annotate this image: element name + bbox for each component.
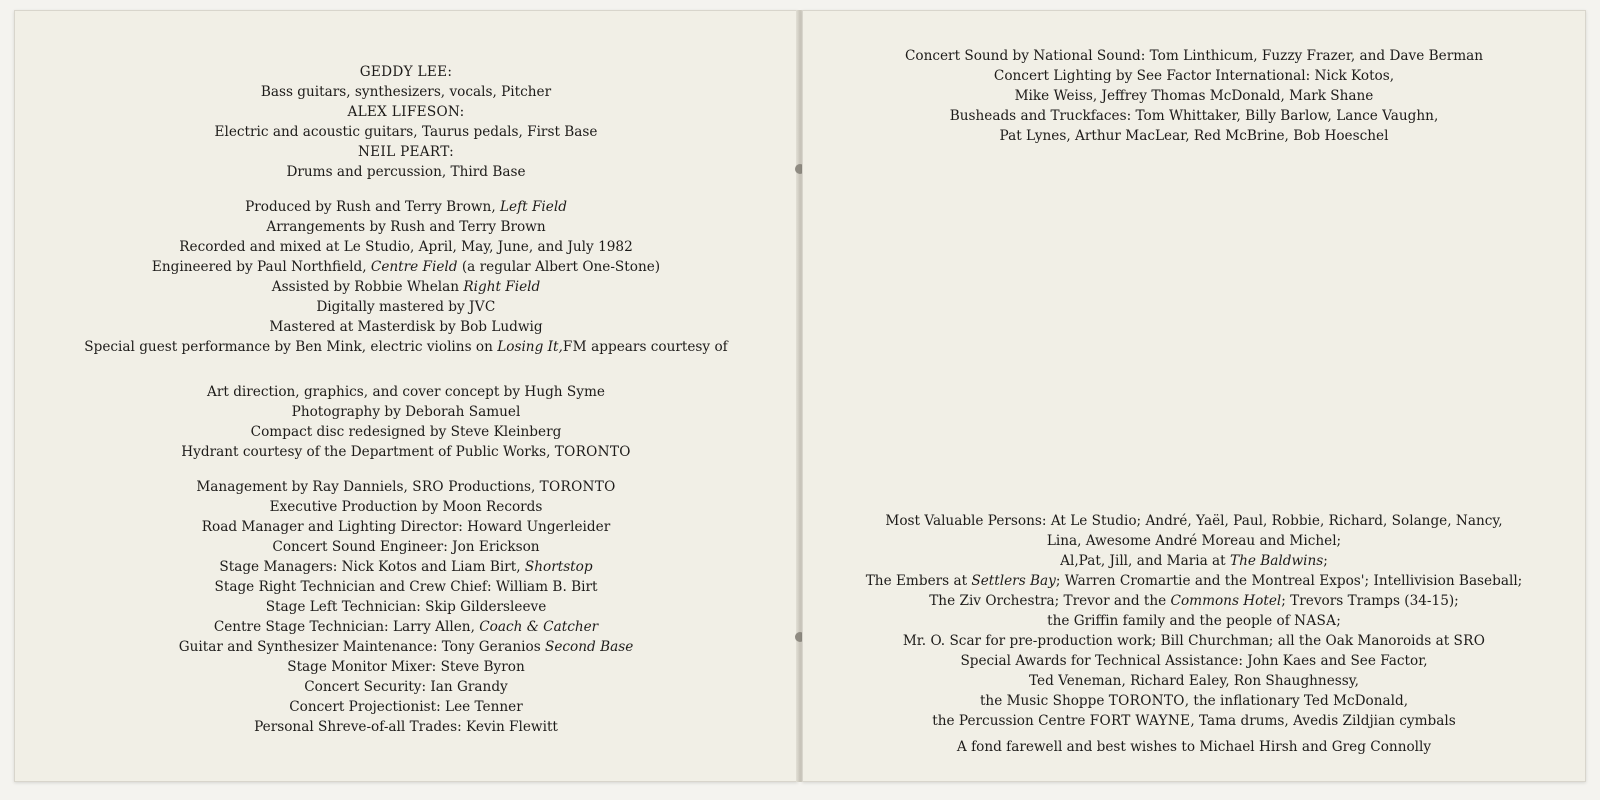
credit-smallcaps: TORONTO <box>539 479 616 495</box>
credit-smallcaps: TORONTO <box>554 444 631 460</box>
thanks-line <box>802 551 1586 571</box>
member-role: Electric and acoustic guitars, Taurus pedals, First Base <box>214 124 598 140</box>
band-line <box>14 162 798 182</box>
management-line <box>14 517 798 537</box>
credit-text: Engineered by Paul Northfield, <box>151 259 371 275</box>
credit-text: Produced by Rush and Terry Brown, <box>245 199 500 215</box>
left-page <box>14 10 798 782</box>
management-line <box>14 717 798 737</box>
credit-text: Mastered at Masterdisk by Bob Ludwig <box>269 319 543 335</box>
management-line <box>14 677 798 697</box>
production-line <box>14 277 798 297</box>
credit-text: Personal Shreve-of-all Trades: Kevin Flewitt <box>254 719 558 735</box>
crew-line <box>802 106 1586 126</box>
production-line <box>14 297 798 317</box>
credit-text: the Griffin family and the people of <box>1047 613 1295 629</box>
credit-text: Special guest performance by Ben Mink, electric violins on <box>84 339 498 355</box>
credit-text: Assisted by Robbie Whelan <box>271 279 464 295</box>
credit-smallcaps: NASA <box>1294 613 1337 629</box>
member-name: GEDDY LEE: <box>359 64 453 80</box>
credit-text: Concert Lighting by See Factor International: Nick Kotos, <box>993 68 1395 84</box>
band-line <box>14 62 798 82</box>
credit-italic: Losing It, <box>497 339 563 355</box>
management-line <box>14 477 798 497</box>
credit-text: Concert Sound Engineer: Jon Erickson <box>272 539 540 555</box>
farewell-line: A fond farewell and best wishes to Michael Hirsh and Greg Connolly <box>956 739 1432 755</box>
production-line <box>14 317 798 337</box>
credit-text: ; <box>1336 613 1341 629</box>
credit-text: ; Trevors Tramps (34-15); <box>1281 593 1459 609</box>
tour-crew-credits <box>802 46 1586 146</box>
credit-italic: Shortstop <box>524 559 593 575</box>
band-line <box>14 142 798 162</box>
member-name: ALEX LIFESON: <box>347 104 465 120</box>
band-line <box>14 102 798 122</box>
production-line <box>14 217 798 237</box>
credit-italic: The Baldwins <box>1229 553 1324 569</box>
credit-text: Road Manager and Lighting Director: Howard Ungerleider <box>201 519 611 535</box>
thanks-line <box>802 671 1586 691</box>
credit-smallcaps: JVC <box>469 299 496 315</box>
credit-text: Arrangements by Rush and Terry Brown <box>266 219 546 235</box>
crew-line <box>802 86 1586 106</box>
credit-text: Concert Security: Ian Grandy <box>304 679 508 695</box>
credit-italic: Commons Hotel <box>1170 593 1282 609</box>
thanks-line <box>802 531 1586 551</box>
credit-text: Photography by Deborah Samuel <box>291 404 521 420</box>
art-line <box>14 382 798 402</box>
credit-text: Busheads and Truckfaces: Tom Whittaker, Billy Barlow, Lance Vaughn, <box>949 108 1439 124</box>
crew-line <box>802 66 1586 86</box>
credit-text: the Music Shoppe <box>979 693 1109 709</box>
credit-text: Recorded and mixed at Le Studio, April, May, June, and July 1982 <box>179 239 633 255</box>
art-line <box>14 422 798 442</box>
credit-italic: Second Base <box>545 639 634 655</box>
credit-text: Concert Projectionist: Lee Tenner <box>289 699 523 715</box>
credit-text: Stage Managers: Nick Kotos and Liam Birt, <box>219 559 525 575</box>
art-line <box>14 402 798 422</box>
credit-text: The Embers at <box>865 573 972 589</box>
credit-smallcaps: SRO <box>1453 633 1486 649</box>
credit-text: Digitally mastered by <box>316 299 469 315</box>
credit-text: ; <box>1323 553 1328 569</box>
art-line <box>14 442 798 462</box>
management-line <box>14 597 798 617</box>
crew-line <box>802 126 1586 146</box>
production-line <box>14 337 798 357</box>
thanks-line <box>802 711 1586 731</box>
credit-italic: Settlers Bay <box>971 573 1056 589</box>
credit-smallcaps: FORT WAYNE <box>1089 713 1191 729</box>
credit-text: Compact disc redesigned by Steve Kleinberg <box>250 424 562 440</box>
band-line <box>14 122 798 142</box>
band-line <box>14 82 798 102</box>
right-page <box>802 10 1586 782</box>
credit-text: (a regular Albert One-Stone) <box>457 259 661 275</box>
member-name: NEIL PEART: <box>357 144 455 160</box>
credit-text: the Percussion Centre <box>932 713 1090 729</box>
credit-text: Special Awards for Technical Assistance: John Kaes and See Factor, <box>960 653 1428 669</box>
thanks-line <box>802 591 1586 611</box>
management-line <box>14 537 798 557</box>
credit-text: Mr. O. Scar for pre-production work; Bill Churchman; all the Oak Manoroids at <box>902 633 1454 649</box>
thanks-line <box>802 571 1586 591</box>
credit-text: ; Warren Cromartie and the Montreal Expos'; Intellivision Baseball; <box>1055 573 1523 589</box>
credit-text: Centre Stage Technician: Larry Allen, <box>213 619 480 635</box>
production-credits <box>14 197 798 357</box>
credit-text: Stage Left Technician: Skip Gildersleeve <box>265 599 547 615</box>
credit-text: Hydrant courtesy of the Department of Public Works, <box>181 444 555 460</box>
credit-text: The Ziv Orchestra; Trevor and the <box>929 593 1171 609</box>
credit-text: Stage Right Technician and Crew Chief: William B. Birt <box>214 579 598 595</box>
credit-text: Ted Veneman, Richard Ealey, Ron Shaughnessy, <box>1029 673 1359 689</box>
thanks-line <box>802 611 1586 631</box>
credit-text: appears courtesy of <box>586 339 728 355</box>
management-line <box>14 637 798 657</box>
management-line <box>14 577 798 597</box>
credit-text: Mike Weiss, Jeffrey Thomas McDonald, Mark Shane <box>1014 88 1374 104</box>
credit-italic: Right Field <box>463 279 541 295</box>
credit-text: Guitar and Synthesizer Maintenance: Tony Geranios <box>178 639 546 655</box>
credit-text: Lina, Awesome André Moreau and Michel; <box>1046 533 1342 549</box>
thanks-line <box>802 511 1586 531</box>
thanks-line <box>802 631 1586 651</box>
credit-italic: Coach & Catcher <box>479 619 599 635</box>
band-members <box>14 62 798 182</box>
member-role: Bass guitars, synthesizers, vocals, Pitcher <box>260 84 552 100</box>
credit-text: Productions, <box>443 479 540 495</box>
management-line <box>14 497 798 517</box>
credit-text: , the inflationary Ted McDonald, <box>1184 693 1409 709</box>
credit-text: Executive Production by Moon Records <box>269 499 543 515</box>
management-line <box>14 697 798 717</box>
credit-italic: Left Field <box>500 199 567 215</box>
credit-text: Al,Pat, Jill, and Maria at <box>1060 553 1230 569</box>
credits-block-left <box>14 62 798 737</box>
credit-smallcaps: SRO <box>412 479 444 495</box>
management-line <box>14 657 798 677</box>
art-credits <box>14 382 798 462</box>
thanks-credits <box>802 511 1586 757</box>
credit-smallcaps: TORONTO <box>1108 693 1185 709</box>
member-role: Drums and percussion, Third Base <box>286 164 526 180</box>
production-line <box>14 237 798 257</box>
management-crew-credits <box>14 477 798 737</box>
credit-smallcaps: FM <box>562 339 587 355</box>
thanks-line <box>802 691 1586 711</box>
credit-text: , Tama drums, Avedis Zildjian cymbals <box>1190 713 1456 729</box>
credit-text: Pat Lynes, Arthur MacLear, Red McBrine, Bob Hoeschel <box>999 128 1389 144</box>
production-line <box>14 257 798 277</box>
credit-text: Concert Sound by National Sound: Tom Linthicum, Fuzzy Frazer, and Dave Berman <box>904 48 1484 64</box>
credit-text: Most Valuable Persons: At Le Studio; André, Yaël, Paul, Robbie, Richard, Solange, Nancy, <box>885 513 1503 529</box>
credit-text: Art direction, graphics, and cover concept by Hugh Syme <box>207 384 605 400</box>
management-line <box>14 617 798 637</box>
production-line <box>14 197 798 217</box>
credit-text: Stage Monitor Mixer: Steve Byron <box>287 659 525 675</box>
credit-italic: Centre Field <box>370 259 458 275</box>
thanks-line <box>802 651 1586 671</box>
management-line <box>14 557 798 577</box>
crew-line <box>802 46 1586 66</box>
credit-text: Management by Ray Danniels, <box>196 479 413 495</box>
